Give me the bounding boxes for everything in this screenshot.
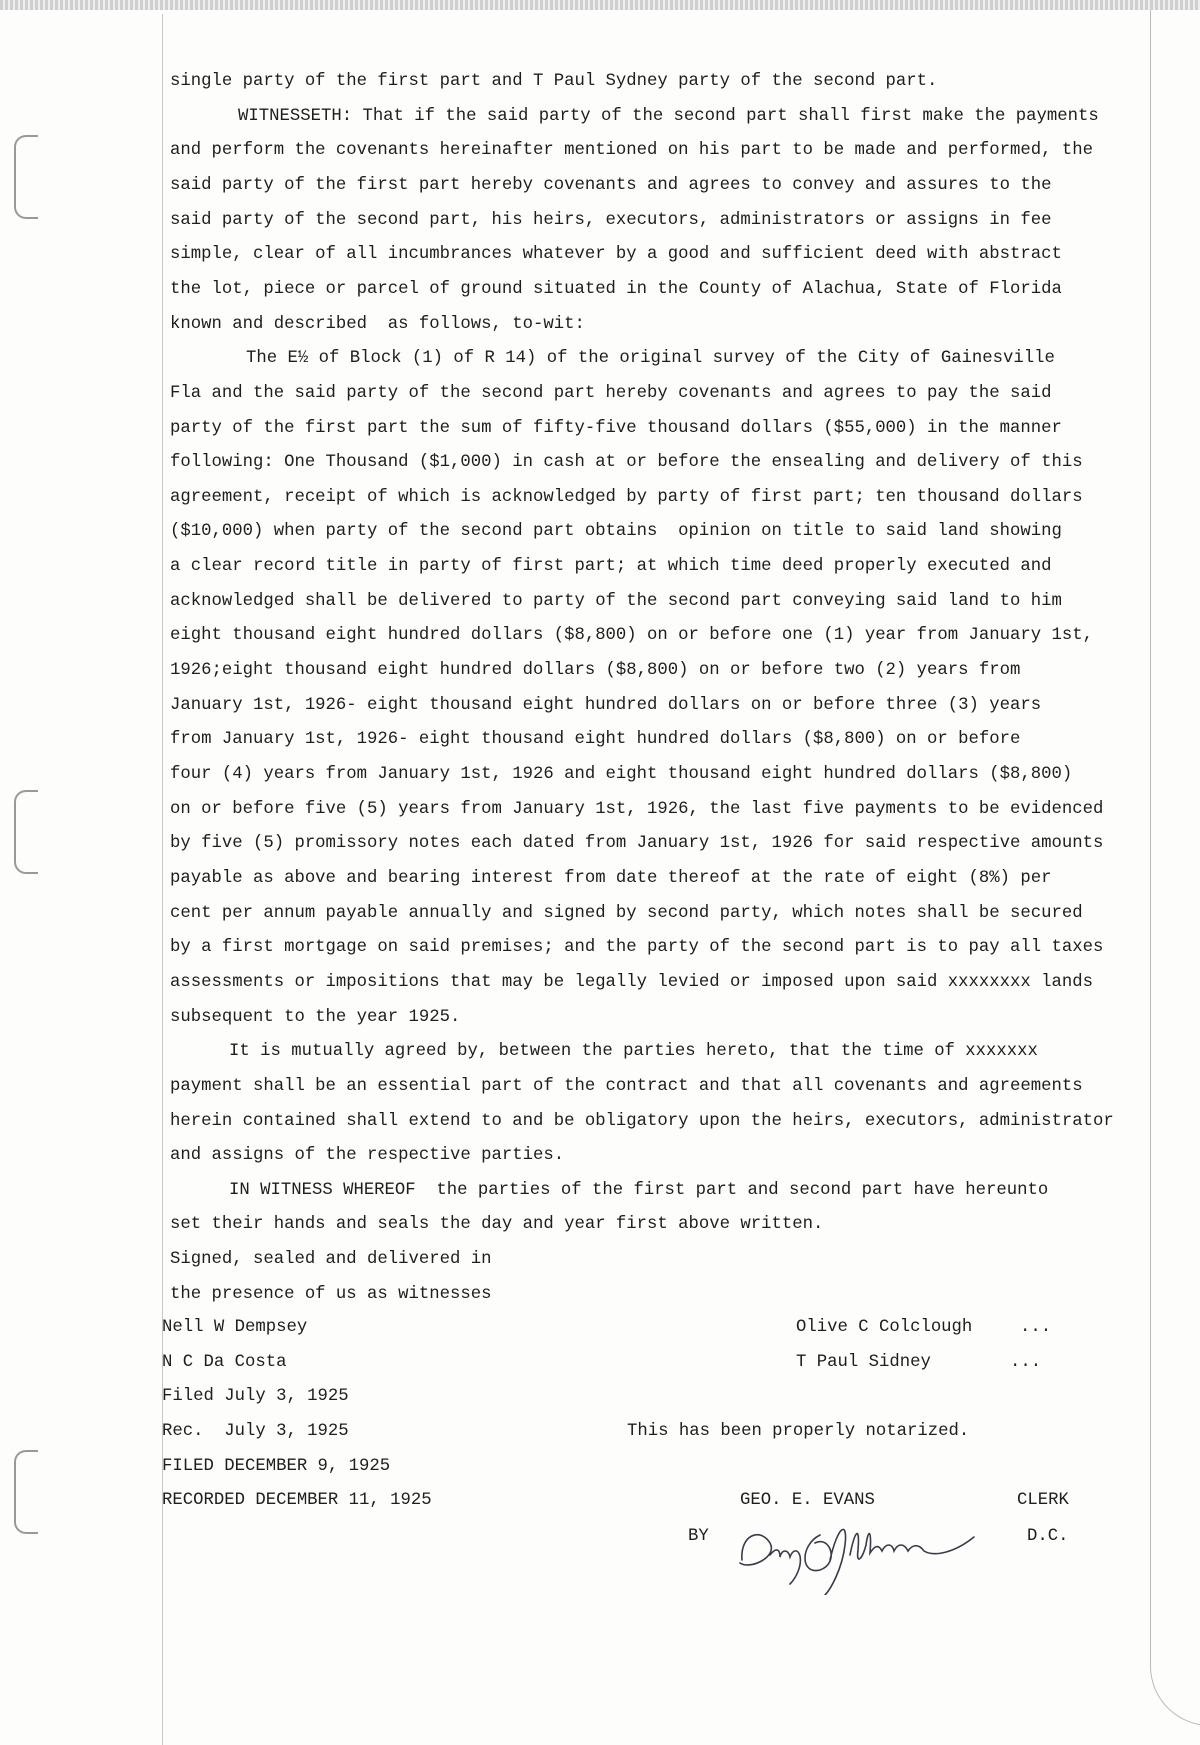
witness-name: N C Da Costa <box>162 1353 287 1372</box>
recorded-date: Rec. July 3, 1925 <box>162 1422 349 1441</box>
deed-text-line: cent per annum payable annually and signed by second party, which notes shall be secured <box>170 903 1083 923</box>
binder-hole-icon <box>14 1450 38 1534</box>
filed-date: Filed July 3, 1925 <box>162 1387 349 1406</box>
deed-text-line: following: One Thousand ($1,000) in cash at or before the ensealing and delivery of this <box>170 453 1083 473</box>
deed-text-line: assessments or impositions that may be legally levied or imposed upon said xxxxxxxx lands <box>170 972 1093 992</box>
deed-text-line: party of the first part the sum of fifty-five thousand dollars ($55,000) in the manner <box>170 418 1062 438</box>
deed-text-line: a clear record title in party of first part; at which time deed properly executed and <box>170 557 1052 577</box>
deed-text-line: on or before five (5) years from January 1st, 1926, the last five payments to be evidenced <box>170 799 1104 819</box>
seal-mark: ... <box>1010 1353 1042 1372</box>
by-label: BY <box>688 1527 709 1546</box>
deed-text-line: the presence of us as witnesses <box>170 1284 492 1304</box>
deed-text-line: and perform the covenants hereinafter mentioned on his part to be made and performed, the <box>170 141 1093 161</box>
deed-text-line: subsequent to the year 1925. <box>170 1007 461 1027</box>
deed-text-line: IN WITNESS WHEREOF the parties of the first part and second part have hereunto <box>229 1180 1049 1200</box>
scan-top-edge <box>0 0 1200 10</box>
deed-text-line: set their hands and seals the day and year first above written. <box>170 1215 824 1235</box>
clerk-title: CLERK <box>1017 1491 1069 1510</box>
deed-text-line: the lot, piece or parcel of ground situated in the County of Alachua, State of Florida <box>170 279 1062 299</box>
deed-text-line: by five (5) promissory notes each dated from January 1st, 1926 for said respective amounts <box>170 834 1104 854</box>
deed-text-line: WITNESSETH: That if the said party of the second part shall first make the payments <box>238 106 1099 126</box>
recorded-december: RECORDED DECEMBER 11, 1925 <box>162 1491 432 1510</box>
deed-text-line: ($10,000) when party of the second part obtains opinion on title to said land showing <box>170 522 1062 542</box>
deed-text-line: and assigns of the respective parties. <box>170 1146 565 1166</box>
witness-name: Nell W Dempsey <box>162 1318 308 1337</box>
deed-text-line: payable as above and bearing interest from date thereof at the rate of eight (8%) per <box>170 868 1052 888</box>
deed-text-line: Fla and the said party of the second part hereby covenants and agrees to pay the said <box>170 383 1052 403</box>
deed-text-line: from January 1st, 1926- eight thousand eight hundred dollars ($8,800) on or before <box>170 730 1021 750</box>
deed-text-line: said party of the second part, his heirs, executors, administrators or assigns in fee <box>170 210 1052 230</box>
deed-text-line: herein contained shall extend to and be obligatory upon the heirs, executors, administrator <box>170 1111 1114 1131</box>
deed-text-line: It is mutually agreed by, between the parties hereto, that the time of xxxxxxx <box>229 1042 1038 1062</box>
filed-december: FILED DECEMBER 9, 1925 <box>162 1457 391 1476</box>
signatory-name: T Paul Sidney <box>796 1353 931 1372</box>
deed-text-line: acknowledged shall be delivered to party of the second part conveying said land to him <box>170 591 1062 611</box>
page-right-edge <box>1150 10 1200 1726</box>
deed-text-line: payment shall be an essential part of the contract and that all covenants and agreements <box>170 1076 1083 1096</box>
deed-text-line: agreement, receipt of which is acknowledged by party of first part; ten thousand dollars <box>170 487 1083 507</box>
binder-hole-icon <box>14 135 38 219</box>
clerk-name: GEO. E. EVANS <box>740 1491 875 1510</box>
deputy-clerk-label: D.C. <box>1027 1527 1069 1546</box>
deed-text-line: single party of the first part and T Paul Sydney party of the second part. <box>170 72 938 91</box>
seal-mark: ... <box>1020 1318 1052 1337</box>
deed-text-line: known and described as follows, to-wit: <box>170 314 585 334</box>
notarized-note: This has been properly notarized. <box>627 1422 970 1441</box>
deed-text-line: simple, clear of all incumbrances whatever by a good and sufficient deed with abstract <box>170 245 1062 265</box>
signatory-name: Olive C Colclough <box>796 1318 973 1337</box>
deed-text-line: eight thousand eight hundred dollars ($8,800) on or before one (1) year from January 1st, <box>170 626 1093 646</box>
binder-hole-icon <box>14 790 38 874</box>
deed-text-line: Signed, sealed and delivered in <box>170 1250 492 1270</box>
deed-text-line: by a first mortgage on said premises; and the party of the second part is to pay all taxes <box>170 938 1104 958</box>
deed-text-line: January 1st, 1926- eight thousand eight hundred dollars on or before three (3) years <box>170 695 1042 715</box>
deed-text-line: The E½ of Block (1) of R 14) of the original survey of the City of Gainesville <box>246 349 1055 369</box>
deed-text-line: 1926;eight thousand eight hundred dollars ($8,800) on or before two (2) years from <box>170 661 1021 681</box>
deed-text-line: four (4) years from January 1st, 1926 and eight thousand eight hundred dollars ($8,800) <box>170 765 1073 784</box>
deed-text-line: said party of the first part hereby covenants and agrees to convey and assures to the <box>170 175 1052 195</box>
deputy-clerk-signature <box>730 1515 1010 1595</box>
margin-rule <box>162 14 163 1745</box>
